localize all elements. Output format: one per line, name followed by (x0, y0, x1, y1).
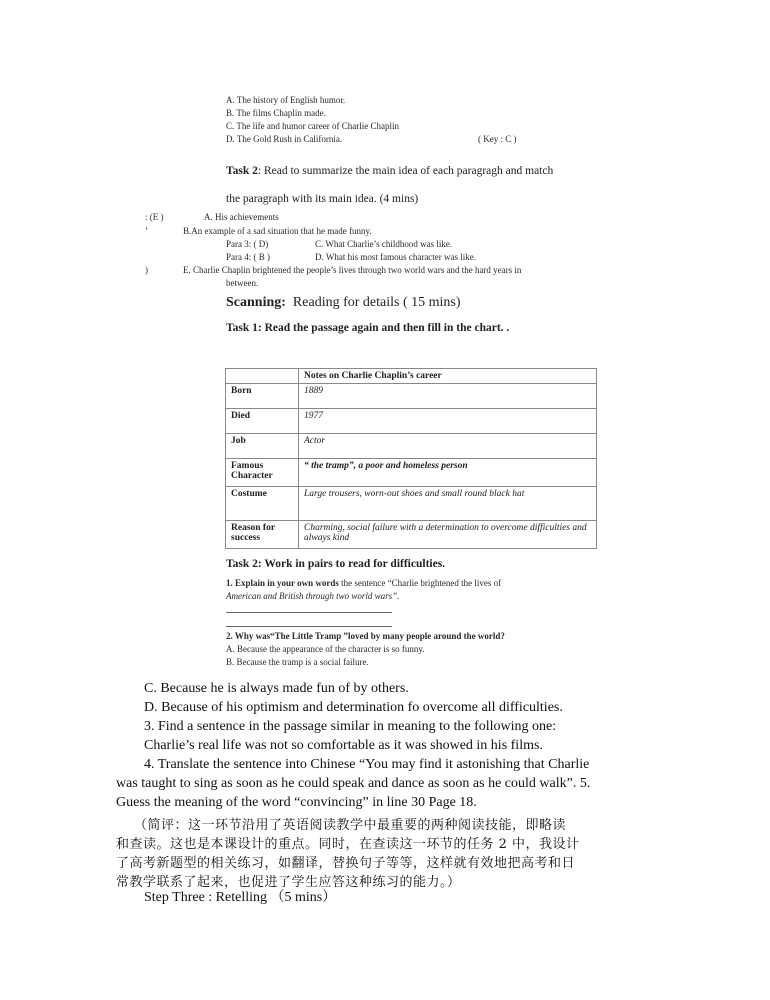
table-row (226, 384, 597, 409)
match-line-b: B.An example of a sad situation that he made funny. (183, 226, 372, 236)
task2-pairs-heading: Task 2: Work in pairs to read for difficulties. (226, 558, 446, 570)
task2-summary-line1: Task 2: Read to summarize the main idea of each paragragh and match (226, 165, 554, 177)
comment-line-1: （简评：这一环节沿用了英语阅读教学中最重要的两种阅读技能，即略读 (134, 818, 567, 833)
row-key-character: Famous Character (226, 459, 299, 487)
match-prefix-2: ’ (145, 226, 148, 236)
row-key-reason: Reason for success (226, 521, 299, 549)
scanning-heading: Scanning: Reading for details ( 15 mins) (226, 295, 461, 310)
row-value-job: Actor (299, 434, 597, 459)
table-row (226, 459, 597, 487)
answer-line (226, 612, 392, 613)
step-three-heading: Step Three : Retelling （5 mins） (144, 890, 337, 905)
option-d: D. The Gold Rush in California. (226, 134, 343, 144)
row-value-costume: Large trousers, worn-out shoes and small round black hat (299, 487, 597, 521)
option-a: A. The history of English humor. (226, 95, 346, 105)
comment-line-4: 常教学联系了起来，也促进了学生应答这种练习的能力。） (116, 875, 461, 890)
question-1: 1. Explain in your own words the sentence “Charlie brightened the lives of (226, 578, 502, 588)
comment-line-3: 了高考新题型的相关练习，如翻译，替换句子等等，这样就有效地把高考和日 (116, 856, 576, 871)
option-b: B. The films Chaplin made. (226, 108, 326, 118)
answer-key: ( Key : C ) (478, 134, 517, 144)
match-para3: Para 3: ( D) (226, 239, 269, 249)
row-key-died: Died (226, 409, 299, 434)
match-prefix-3: ) (145, 265, 148, 275)
row-key-costume: Costume (226, 487, 299, 521)
row-value-reason: Charming, social failure with a determination to overcome difficulties and always kind (299, 521, 597, 549)
question-2-option-b: B. Because the tramp is a social failure. (226, 657, 369, 667)
row-key-job: Job (226, 434, 299, 459)
question-1-cont: American and British through two world wars”. (226, 591, 400, 601)
match-line-a: A. His achievements (204, 212, 279, 222)
table-header-row (226, 369, 597, 384)
body-line-q5: Guess the meaning of the word “convincing” in line 30 Page 18. (116, 795, 477, 810)
row-value-born: 1889 (299, 384, 597, 409)
row-key-born: Born (226, 384, 299, 409)
task2-summary-line2: the paragraph with its main idea. (4 mins) (226, 193, 419, 205)
body-line-q3-sentence: Charlie’s real life was not so comfortable as it was showed in his films. (144, 738, 543, 753)
row-value-died: 1977 (299, 409, 597, 434)
match-para4: Para 4: ( B ) (226, 252, 270, 262)
question-2-option-a: A. Because the appearance of the character is so funny. (226, 644, 425, 654)
table-header: Notes on Charlie Chaplin’s career (299, 369, 597, 384)
table-row (226, 487, 597, 521)
body-line-q3: 3. Find a sentence in the passage similar in meaning to the following one: (144, 719, 557, 734)
table-row (226, 409, 597, 434)
body-line-q4: 4. Translate the sentence into Chinese “You may find it astonishing that Charlie (144, 757, 590, 772)
answer-line (226, 626, 392, 627)
match-prefix-1: : (E ) (145, 212, 164, 222)
option-c: C. The life and humor career of Charlie Chaplin (226, 121, 400, 131)
table-row (226, 521, 597, 549)
match-line-e-cont: between. (226, 278, 259, 288)
row-value-character: “ the tramp”, a poor and homeless person (299, 459, 597, 487)
body-line-option-d: D. Because of his optimism and determination fo overcome all difficulties. (144, 700, 563, 715)
question-2: 2. Why was“The Little Tramp ”loved by many people around the world? (226, 631, 505, 641)
match-line-c: C. What Charlie’s childhood was like. (315, 239, 453, 249)
match-line-d: D. What his most famous character was like. (315, 252, 477, 262)
comment-line-2: 和查读。这也是本课设计的重点。同时，在查读这一环节的任务 2 中，我设计 (116, 837, 580, 852)
match-line-e: E. Charlie Chaplin brightened the people’s lives through two world wars and the hard years in (183, 265, 522, 275)
notes-table (225, 368, 597, 549)
body-line-option-c: C. Because he is always made fun of by others. (144, 681, 409, 696)
body-line-q4-cont: was taught to sing as soon as he could speak and dance as soon as he could walk”. 5. (116, 776, 591, 791)
task1-chart-heading: Task 1: Read the passage again and then fill in the chart. . (226, 322, 510, 334)
table-row (226, 434, 597, 459)
